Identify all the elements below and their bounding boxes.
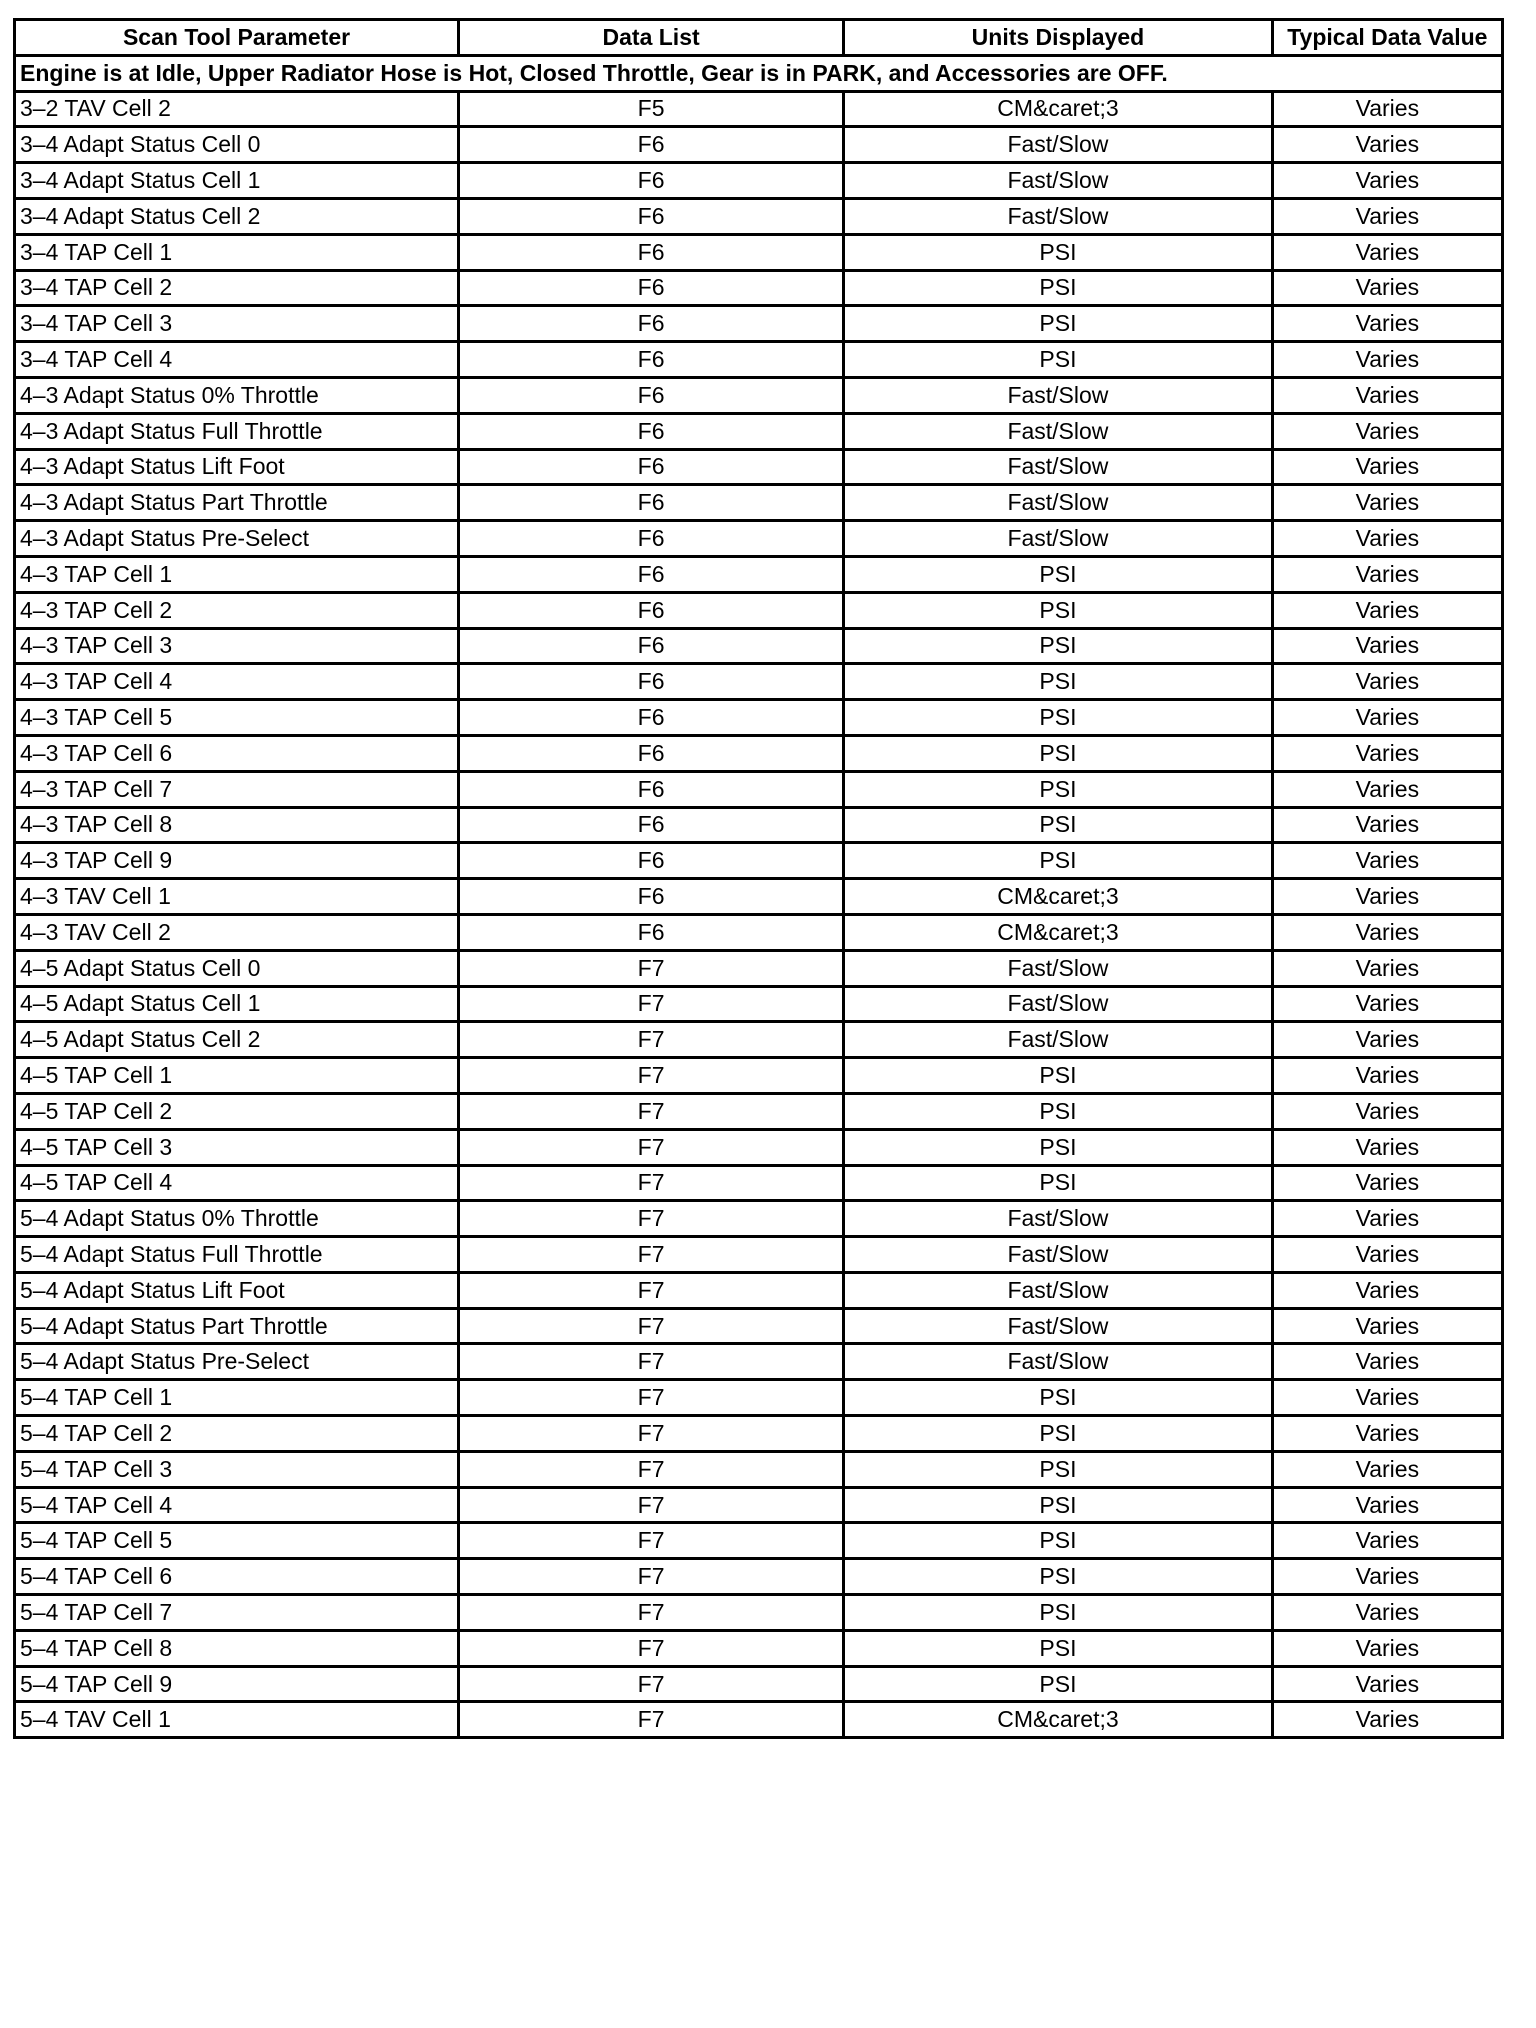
table-row bbox=[15, 1237, 1503, 1273]
table-row bbox=[15, 1559, 1503, 1595]
typical-value-cell: Varies bbox=[1272, 1380, 1502, 1416]
parameter-cell: 4–5 TAP Cell 3 bbox=[15, 1129, 459, 1165]
table-row bbox=[15, 521, 1503, 557]
data-list-cell: F6 bbox=[459, 198, 844, 234]
units-cell: Fast/Slow bbox=[844, 1344, 1273, 1380]
data-list-cell: F7 bbox=[459, 1093, 844, 1129]
parameter-cell: 4–3 TAP Cell 8 bbox=[15, 807, 459, 843]
parameter-cell: 5–4 Adapt Status Lift Foot bbox=[15, 1272, 459, 1308]
parameter-cell: 4–5 TAP Cell 2 bbox=[15, 1093, 459, 1129]
units-cell: Fast/Slow bbox=[844, 163, 1273, 199]
units-cell: PSI bbox=[844, 1058, 1273, 1094]
units-cell: PSI bbox=[844, 270, 1273, 306]
units-cell: PSI bbox=[844, 735, 1273, 771]
units-cell: PSI bbox=[844, 306, 1273, 342]
data-list-cell: F7 bbox=[459, 1237, 844, 1273]
data-list-cell: F7 bbox=[459, 1022, 844, 1058]
typical-value-cell: Varies bbox=[1272, 556, 1502, 592]
units-cell: PSI bbox=[844, 1380, 1273, 1416]
parameter-cell: 4–3 TAP Cell 6 bbox=[15, 735, 459, 771]
parameter-cell: 5–4 Adapt Status 0% Throttle bbox=[15, 1201, 459, 1237]
data-list-cell: F6 bbox=[459, 377, 844, 413]
data-list-cell: F6 bbox=[459, 163, 844, 199]
typical-value-cell: Varies bbox=[1272, 771, 1502, 807]
parameter-cell: 3–4 Adapt Status Cell 1 bbox=[15, 163, 459, 199]
table-row bbox=[15, 1201, 1503, 1237]
units-cell: PSI bbox=[844, 1129, 1273, 1165]
units-cell: Fast/Slow bbox=[844, 449, 1273, 485]
typical-value-cell: Varies bbox=[1272, 986, 1502, 1022]
units-cell: Fast/Slow bbox=[844, 950, 1273, 986]
parameter-cell: 4–3 TAP Cell 1 bbox=[15, 556, 459, 592]
data-list-cell: F7 bbox=[459, 1344, 844, 1380]
parameter-cell: 4–3 TAP Cell 7 bbox=[15, 771, 459, 807]
table-row bbox=[15, 1022, 1503, 1058]
data-list-cell: F6 bbox=[459, 664, 844, 700]
typical-value-cell: Varies bbox=[1272, 664, 1502, 700]
units-cell: PSI bbox=[844, 664, 1273, 700]
typical-value-cell: Varies bbox=[1272, 1666, 1502, 1702]
units-cell: Fast/Slow bbox=[844, 413, 1273, 449]
typical-value-cell: Varies bbox=[1272, 1487, 1502, 1523]
units-cell: PSI bbox=[844, 1630, 1273, 1666]
parameter-cell: 5–4 TAP Cell 6 bbox=[15, 1559, 459, 1595]
data-list-cell: F7 bbox=[459, 1416, 844, 1452]
data-list-cell: F6 bbox=[459, 771, 844, 807]
units-cell: PSI bbox=[844, 1666, 1273, 1702]
parameter-cell: 4–5 TAP Cell 1 bbox=[15, 1058, 459, 1094]
parameter-cell: 4–3 TAP Cell 4 bbox=[15, 664, 459, 700]
typical-value-cell: Varies bbox=[1272, 342, 1502, 378]
parameter-cell: 4–3 TAP Cell 5 bbox=[15, 700, 459, 736]
table-row bbox=[15, 664, 1503, 700]
units-cell: PSI bbox=[844, 1093, 1273, 1129]
table-row bbox=[15, 163, 1503, 199]
units-cell: Fast/Slow bbox=[844, 1022, 1273, 1058]
table-row bbox=[15, 771, 1503, 807]
data-list-cell: F7 bbox=[459, 986, 844, 1022]
data-list-cell: F7 bbox=[459, 1272, 844, 1308]
units-cell: Fast/Slow bbox=[844, 127, 1273, 163]
table-row bbox=[15, 1702, 1503, 1738]
parameter-cell: 4–5 TAP Cell 4 bbox=[15, 1165, 459, 1201]
table-row bbox=[15, 306, 1503, 342]
typical-value-cell: Varies bbox=[1272, 1559, 1502, 1595]
data-list-cell: F6 bbox=[459, 485, 844, 521]
typical-value-cell: Varies bbox=[1272, 1595, 1502, 1631]
parameter-cell: 3–4 TAP Cell 1 bbox=[15, 234, 459, 270]
typical-value-cell: Varies bbox=[1272, 413, 1502, 449]
units-cell: PSI bbox=[844, 628, 1273, 664]
typical-value-cell: Varies bbox=[1272, 1523, 1502, 1559]
parameter-cell: 4–5 Adapt Status Cell 2 bbox=[15, 1022, 459, 1058]
data-list-cell: F6 bbox=[459, 592, 844, 628]
typical-value-cell: Varies bbox=[1272, 735, 1502, 771]
units-cell: PSI bbox=[844, 1451, 1273, 1487]
parameter-cell: 4–3 TAP Cell 9 bbox=[15, 843, 459, 879]
scan-tool-data-table bbox=[13, 18, 1504, 1739]
data-list-cell: F6 bbox=[459, 270, 844, 306]
units-cell: PSI bbox=[844, 1523, 1273, 1559]
typical-value-cell: Varies bbox=[1272, 234, 1502, 270]
table-row bbox=[15, 234, 1503, 270]
typical-value-cell: Varies bbox=[1272, 1308, 1502, 1344]
units-cell: Fast/Slow bbox=[844, 1308, 1273, 1344]
parameter-cell: 5–4 TAP Cell 1 bbox=[15, 1380, 459, 1416]
data-list-cell: F7 bbox=[459, 1058, 844, 1094]
units-cell: PSI bbox=[844, 1416, 1273, 1452]
units-cell: Fast/Slow bbox=[844, 1237, 1273, 1273]
table-row bbox=[15, 1380, 1503, 1416]
data-list-cell: F6 bbox=[459, 735, 844, 771]
table-row bbox=[15, 1595, 1503, 1631]
table-row bbox=[15, 1523, 1503, 1559]
units-cell: PSI bbox=[844, 592, 1273, 628]
typical-value-cell: Varies bbox=[1272, 628, 1502, 664]
typical-value-cell: Varies bbox=[1272, 1416, 1502, 1452]
data-list-cell: F7 bbox=[459, 1702, 844, 1738]
typical-value-cell: Varies bbox=[1272, 1129, 1502, 1165]
units-cell: CM&caret;3 bbox=[844, 879, 1273, 915]
units-cell: Fast/Slow bbox=[844, 521, 1273, 557]
units-cell: Fast/Slow bbox=[844, 1201, 1273, 1237]
parameter-cell: 4–3 Adapt Status 0% Throttle bbox=[15, 377, 459, 413]
data-list-cell: F7 bbox=[459, 1487, 844, 1523]
parameter-cell: 5–4 TAV Cell 1 bbox=[15, 1702, 459, 1738]
data-list-cell: F7 bbox=[459, 1129, 844, 1165]
data-list-cell: F6 bbox=[459, 306, 844, 342]
typical-value-cell: Varies bbox=[1272, 1272, 1502, 1308]
table-row bbox=[15, 556, 1503, 592]
table-row bbox=[15, 127, 1503, 163]
units-cell: PSI bbox=[844, 1487, 1273, 1523]
parameter-cell: 5–4 TAP Cell 7 bbox=[15, 1595, 459, 1631]
typical-value-cell: Varies bbox=[1272, 377, 1502, 413]
typical-value-cell: Varies bbox=[1272, 198, 1502, 234]
data-list-cell: F6 bbox=[459, 807, 844, 843]
parameter-cell: 4–3 Adapt Status Full Throttle bbox=[15, 413, 459, 449]
column-header-parameter: Scan Tool Parameter bbox=[15, 20, 459, 56]
parameter-cell: 5–4 TAP Cell 5 bbox=[15, 1523, 459, 1559]
table-row bbox=[15, 843, 1503, 879]
table-row bbox=[15, 413, 1503, 449]
column-header-typical-value: Typical Data Value bbox=[1272, 20, 1502, 56]
units-cell: PSI bbox=[844, 234, 1273, 270]
parameter-cell: 5–4 TAP Cell 9 bbox=[15, 1666, 459, 1702]
parameter-cell: 3–4 TAP Cell 3 bbox=[15, 306, 459, 342]
typical-value-cell: Varies bbox=[1272, 449, 1502, 485]
table-row bbox=[15, 377, 1503, 413]
typical-value-cell: Varies bbox=[1272, 1093, 1502, 1129]
typical-value-cell: Varies bbox=[1272, 1630, 1502, 1666]
typical-value-cell: Varies bbox=[1272, 127, 1502, 163]
parameter-cell: 3–4 TAP Cell 4 bbox=[15, 342, 459, 378]
typical-value-cell: Varies bbox=[1272, 1058, 1502, 1094]
typical-value-cell: Varies bbox=[1272, 843, 1502, 879]
parameter-cell: 5–4 Adapt Status Full Throttle bbox=[15, 1237, 459, 1273]
data-list-cell: F7 bbox=[459, 1666, 844, 1702]
table-row bbox=[15, 1344, 1503, 1380]
typical-value-cell: Varies bbox=[1272, 1451, 1502, 1487]
typical-value-cell: Varies bbox=[1272, 1702, 1502, 1738]
parameter-cell: 4–3 TAV Cell 2 bbox=[15, 914, 459, 950]
data-list-cell: F7 bbox=[459, 1523, 844, 1559]
data-list-cell: F7 bbox=[459, 950, 844, 986]
units-cell: CM&caret;3 bbox=[844, 91, 1273, 127]
data-list-cell: F7 bbox=[459, 1201, 844, 1237]
data-list-cell: F7 bbox=[459, 1451, 844, 1487]
typical-value-cell: Varies bbox=[1272, 1344, 1502, 1380]
typical-value-cell: Varies bbox=[1272, 807, 1502, 843]
data-list-cell: F5 bbox=[459, 91, 844, 127]
table-row bbox=[15, 628, 1503, 664]
units-cell: Fast/Slow bbox=[844, 986, 1273, 1022]
typical-value-cell: Varies bbox=[1272, 1022, 1502, 1058]
data-list-cell: F6 bbox=[459, 342, 844, 378]
table-row bbox=[15, 1093, 1503, 1129]
data-list-cell: F6 bbox=[459, 521, 844, 557]
table-header-row bbox=[15, 20, 1503, 56]
units-cell: CM&caret;3 bbox=[844, 914, 1273, 950]
parameter-cell: 5–4 TAP Cell 2 bbox=[15, 1416, 459, 1452]
data-list-cell: F6 bbox=[459, 556, 844, 592]
parameter-cell: 3–4 Adapt Status Cell 2 bbox=[15, 198, 459, 234]
data-list-cell: F6 bbox=[459, 449, 844, 485]
table-row bbox=[15, 592, 1503, 628]
typical-value-cell: Varies bbox=[1272, 879, 1502, 915]
data-list-cell: F6 bbox=[459, 628, 844, 664]
units-cell: Fast/Slow bbox=[844, 377, 1273, 413]
units-cell: Fast/Slow bbox=[844, 485, 1273, 521]
units-cell: PSI bbox=[844, 807, 1273, 843]
typical-value-cell: Varies bbox=[1272, 1165, 1502, 1201]
parameter-cell: 3–2 TAV Cell 2 bbox=[15, 91, 459, 127]
parameter-cell: 4–3 TAP Cell 2 bbox=[15, 592, 459, 628]
typical-value-cell: Varies bbox=[1272, 163, 1502, 199]
units-cell: Fast/Slow bbox=[844, 1272, 1273, 1308]
units-cell: Fast/Slow bbox=[844, 198, 1273, 234]
typical-value-cell: Varies bbox=[1272, 306, 1502, 342]
units-cell: CM&caret;3 bbox=[844, 1702, 1273, 1738]
parameter-cell: 3–4 Adapt Status Cell 0 bbox=[15, 127, 459, 163]
table-row bbox=[15, 1129, 1503, 1165]
typical-value-cell: Varies bbox=[1272, 1237, 1502, 1273]
table-row bbox=[15, 1666, 1503, 1702]
table-row bbox=[15, 198, 1503, 234]
column-header-units: Units Displayed bbox=[844, 20, 1273, 56]
table-row bbox=[15, 1272, 1503, 1308]
units-cell: PSI bbox=[844, 342, 1273, 378]
table-row bbox=[15, 270, 1503, 306]
table-row bbox=[15, 1451, 1503, 1487]
typical-value-cell: Varies bbox=[1272, 592, 1502, 628]
table-row bbox=[15, 1416, 1503, 1452]
data-list-cell: F6 bbox=[459, 843, 844, 879]
condition-row bbox=[15, 55, 1503, 91]
parameter-cell: 4–3 Adapt Status Lift Foot bbox=[15, 449, 459, 485]
typical-value-cell: Varies bbox=[1272, 91, 1502, 127]
parameter-cell: 4–3 TAV Cell 1 bbox=[15, 879, 459, 915]
typical-value-cell: Varies bbox=[1272, 950, 1502, 986]
table-row bbox=[15, 879, 1503, 915]
table-row bbox=[15, 950, 1503, 986]
data-list-cell: F7 bbox=[459, 1380, 844, 1416]
table-row bbox=[15, 700, 1503, 736]
data-list-cell: F6 bbox=[459, 914, 844, 950]
test-condition-text: Engine is at Idle, Upper Radiator Hose is Hot, Closed Throttle, Gear is in PARK, and Accessories are OFF. bbox=[15, 55, 1503, 91]
data-list-cell: F7 bbox=[459, 1308, 844, 1344]
typical-value-cell: Varies bbox=[1272, 485, 1502, 521]
table-row bbox=[15, 1308, 1503, 1344]
table-row bbox=[15, 91, 1503, 127]
parameter-cell: 5–4 TAP Cell 4 bbox=[15, 1487, 459, 1523]
typical-value-cell: Varies bbox=[1272, 700, 1502, 736]
data-list-cell: F6 bbox=[459, 879, 844, 915]
typical-value-cell: Varies bbox=[1272, 914, 1502, 950]
data-list-cell: F7 bbox=[459, 1559, 844, 1595]
table-row bbox=[15, 807, 1503, 843]
typical-value-cell: Varies bbox=[1272, 270, 1502, 306]
table-row bbox=[15, 485, 1503, 521]
parameter-cell: 3–4 TAP Cell 2 bbox=[15, 270, 459, 306]
typical-value-cell: Varies bbox=[1272, 521, 1502, 557]
table-row bbox=[15, 342, 1503, 378]
table-row bbox=[15, 1165, 1503, 1201]
units-cell: PSI bbox=[844, 1559, 1273, 1595]
data-list-cell: F6 bbox=[459, 413, 844, 449]
typical-value-cell: Varies bbox=[1272, 1201, 1502, 1237]
units-cell: PSI bbox=[844, 556, 1273, 592]
parameter-cell: 5–4 Adapt Status Pre-Select bbox=[15, 1344, 459, 1380]
parameter-cell: 4–3 TAP Cell 3 bbox=[15, 628, 459, 664]
data-list-cell: F6 bbox=[459, 234, 844, 270]
parameter-cell: 5–4 TAP Cell 8 bbox=[15, 1630, 459, 1666]
table-row bbox=[15, 735, 1503, 771]
parameter-cell: 5–4 TAP Cell 3 bbox=[15, 1451, 459, 1487]
parameter-cell: 4–3 Adapt Status Part Throttle bbox=[15, 485, 459, 521]
units-cell: PSI bbox=[844, 843, 1273, 879]
parameter-cell: 4–3 Adapt Status Pre-Select bbox=[15, 521, 459, 557]
units-cell: PSI bbox=[844, 1595, 1273, 1631]
data-list-cell: F7 bbox=[459, 1165, 844, 1201]
table-row bbox=[15, 449, 1503, 485]
units-cell: PSI bbox=[844, 700, 1273, 736]
table-row bbox=[15, 986, 1503, 1022]
units-cell: PSI bbox=[844, 771, 1273, 807]
column-header-data-list: Data List bbox=[459, 20, 844, 56]
table-row bbox=[15, 1630, 1503, 1666]
units-cell: PSI bbox=[844, 1165, 1273, 1201]
table-row bbox=[15, 1487, 1503, 1523]
table-row bbox=[15, 1058, 1503, 1094]
data-list-cell: F6 bbox=[459, 127, 844, 163]
parameter-cell: 4–5 Adapt Status Cell 1 bbox=[15, 986, 459, 1022]
parameter-cell: 4–5 Adapt Status Cell 0 bbox=[15, 950, 459, 986]
parameter-cell: 5–4 Adapt Status Part Throttle bbox=[15, 1308, 459, 1344]
data-list-cell: F6 bbox=[459, 700, 844, 736]
data-list-cell: F7 bbox=[459, 1595, 844, 1631]
data-list-cell: F7 bbox=[459, 1630, 844, 1666]
table-row bbox=[15, 914, 1503, 950]
